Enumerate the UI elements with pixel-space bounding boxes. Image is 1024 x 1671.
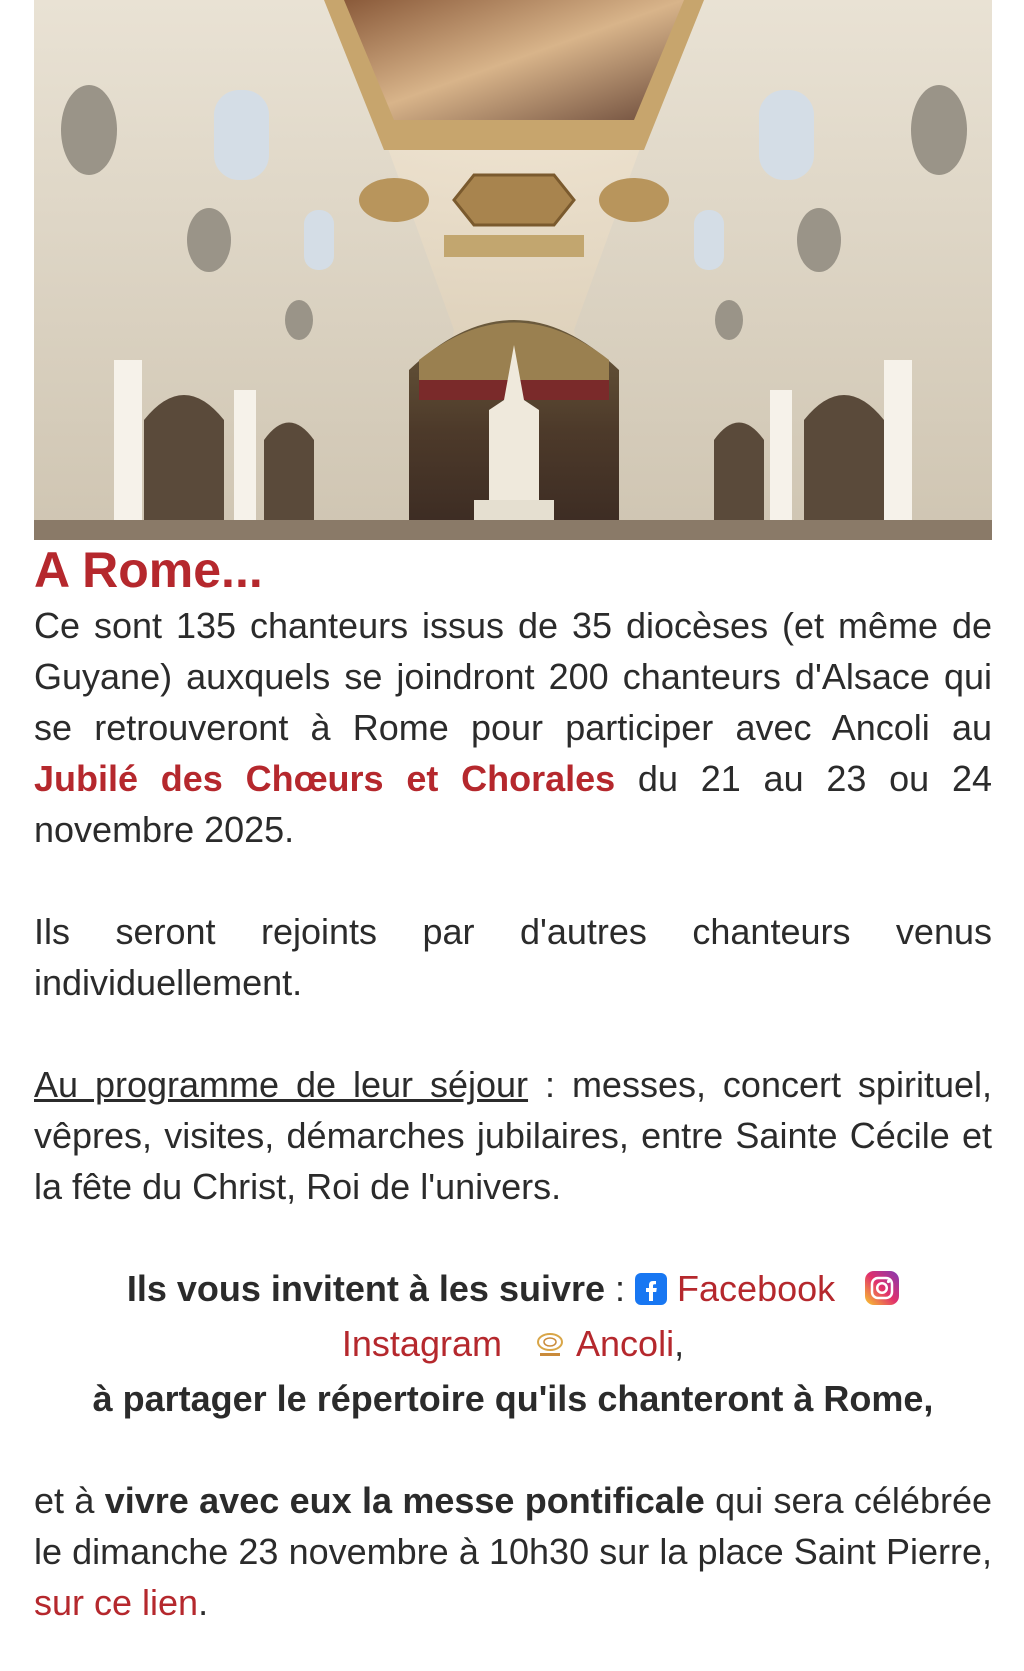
paragraph-intro bbox=[34, 600, 992, 855]
follow-intro: Ils vous invitent à les suivre bbox=[126, 1268, 606, 1309]
article bbox=[34, 0, 992, 1628]
facebook-link[interactable]: Facebook bbox=[677, 1268, 836, 1309]
paragraph-programme bbox=[34, 1059, 992, 1212]
mass-text: qui sera célébrée le dimanche 23 novembre à 10h30 sur la place Saint Pierre, bbox=[34, 1480, 992, 1572]
ancoli-logo-icon[interactable] bbox=[532, 1322, 568, 1373]
paragraph-mass bbox=[34, 1475, 992, 1628]
programme-label: Au programme de leur séjour bbox=[34, 1064, 529, 1105]
mass-bold: vivre avec eux la messe pontificale bbox=[104, 1480, 705, 1521]
intro-text: Ce sont 135 chanteurs issus de 35 diocèses (et même de Guyane) auxquels se joindront 200 chanteurs d'Alsace qui se retrouveront à Rome pour participer avec Ancoli au bbox=[34, 605, 992, 748]
jubilee-link[interactable]: Jubilé des Chœurs et Chorales bbox=[34, 758, 616, 799]
basilica-photo bbox=[34, 0, 992, 540]
article-heading: A Rome... bbox=[34, 542, 263, 598]
programme-text: : messes, concert spirituel, vêpres, visites, démarches jubilaires, entre Sainte Cécile et la fête du Christ, Roi de l'univers. bbox=[34, 1064, 992, 1207]
follow-line bbox=[34, 1263, 992, 1424]
share-text: à partager le répertoire qu'ils chanteront à Rome, bbox=[92, 1378, 934, 1419]
facebook-icon[interactable] bbox=[635, 1267, 667, 1318]
mass-pre: et à bbox=[34, 1480, 105, 1521]
follow-comma: , bbox=[674, 1323, 685, 1364]
mass-end: . bbox=[198, 1582, 209, 1623]
instagram-icon[interactable] bbox=[865, 1267, 899, 1318]
instagram-link[interactable]: Instagram bbox=[341, 1323, 502, 1364]
mass-link[interactable]: sur ce lien bbox=[34, 1582, 199, 1623]
paragraph-individuals: Ils seront rejoints par d'autres chanteurs venus individuellement. bbox=[34, 911, 992, 1003]
follow-colon: : bbox=[605, 1268, 636, 1309]
intro-dates: du 21 au 23 ou 24 novembre 2025. bbox=[34, 758, 992, 850]
ancoli-link[interactable]: Ancoli bbox=[576, 1323, 675, 1364]
